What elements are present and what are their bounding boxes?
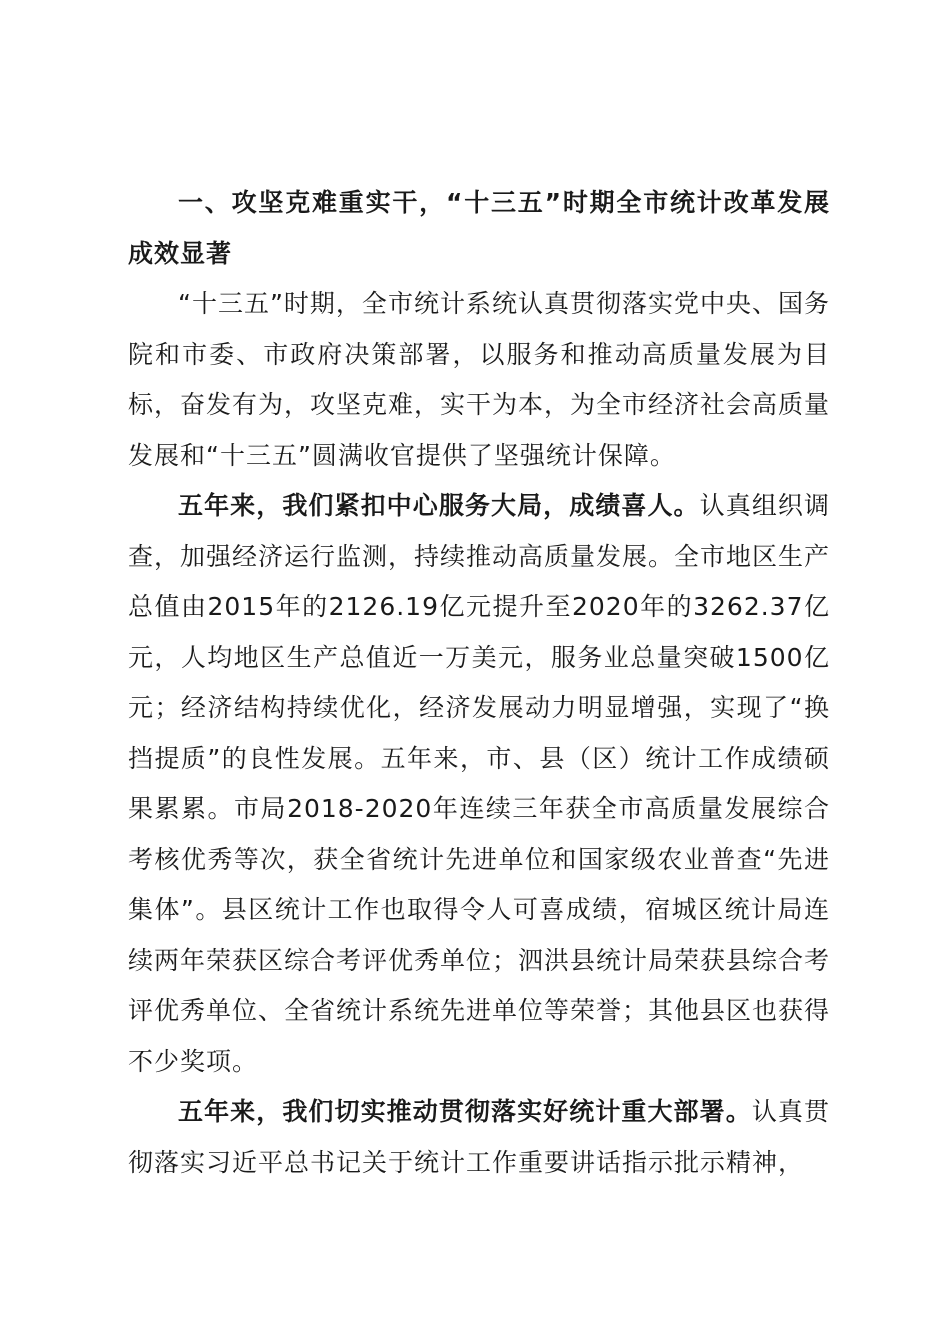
- document-body: [128, 178, 830, 1188]
- section-heading: 一、攻坚克难重实干，“十三五”时期全市统计改革发展成效显著: [128, 188, 830, 268]
- paragraph-achievements-text: 认真组织调查，加强经济运行监测，持续推动高质量发展。全市地区生产总值由2015年的2126.19亿元提升至2020年的3262.37亿元，人均地区生产总值近一万美元，服务业总量突破1500亿元；经济结构持续优化，经济发展动力明显增强，实现了“换挡提质”的良性发展。五年来，市、县（区）统计工作成绩硕果累累。市局2018-2020年连续三年获全市高质量发展综合考核优秀等次，获全省统计先进单位和国家级农业普查“先进集体”。县区统计工作也取得令人可喜成绩，宿城区统计局连续两年荣获区综合考评优秀单位；泗洪县统计局荣获县综合考评优秀单位、全省统计系统先进单位等荣誉；其他县区也获得不少奖项。: [128, 491, 831, 1076]
- paragraph-intro: [128, 279, 830, 481]
- paragraph-deployment-lead: 五年来，我们切实推动贯彻落实好统计重大部署。: [178, 1097, 752, 1126]
- paragraph-achievements: [128, 481, 830, 1087]
- paragraph-deployment: [128, 1087, 830, 1188]
- paragraph-deployment-text: 认真贯彻落实习近平总书记关于统计工作重要讲话指示批示精神，: [128, 1097, 830, 1177]
- paragraph-achievements-lead: 五年来，我们紧扣中心服务大局，成绩喜人。: [178, 491, 700, 520]
- paragraph-intro-text: “十三五”时期，全市统计系统认真贯彻落实党中央、国务院和市委、市政府决策部署，以服务和推动高质量发展为目标，奋发有为，攻坚克难，实干为本，为全市经济社会高质量发展和“十三五”圆满收官提供了坚强统计保障。: [128, 289, 831, 470]
